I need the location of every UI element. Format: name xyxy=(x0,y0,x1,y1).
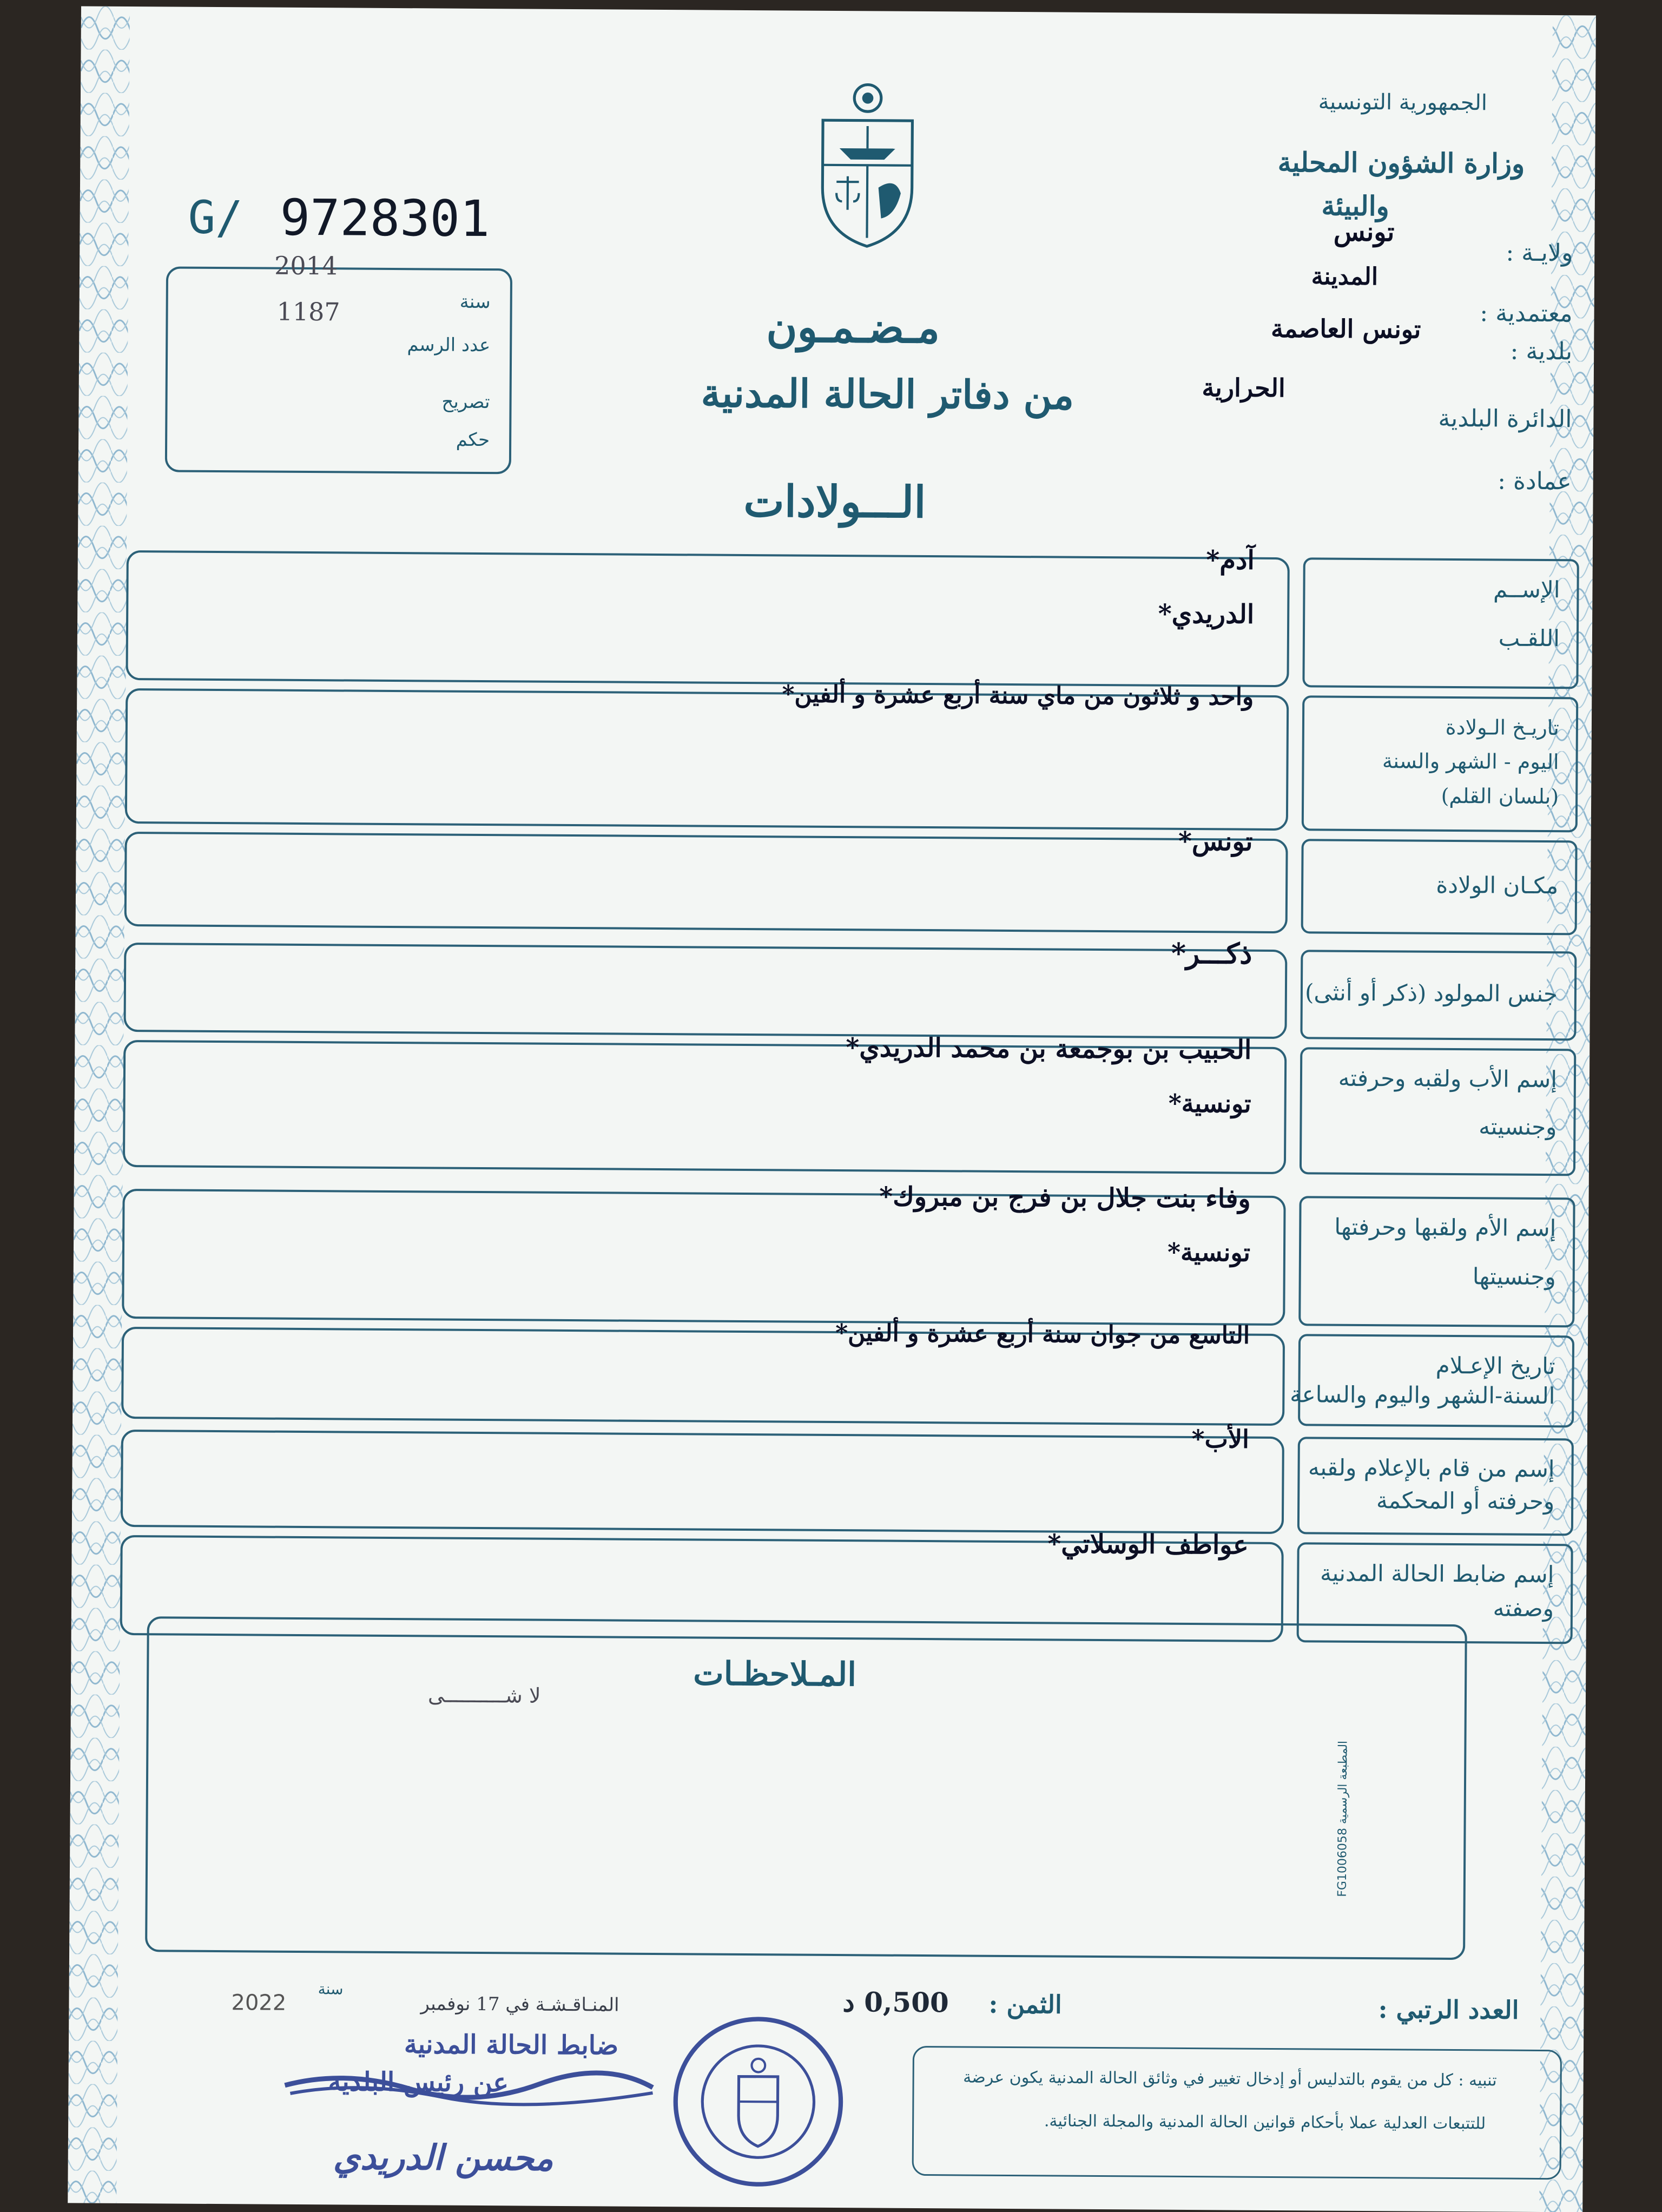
judgment-label: حكم xyxy=(403,422,490,457)
declaration-label: تصريح xyxy=(403,384,490,419)
printer-mark: المطبعة الرسمية FG1006058 xyxy=(1336,1741,1350,1897)
section-title: الـــولادات xyxy=(743,476,926,528)
field-label: الإســم xyxy=(1493,572,1560,607)
delegation-value: المدينة xyxy=(1311,262,1379,291)
field-value: تونسية* xyxy=(1168,1237,1250,1267)
price-label: الثمن : xyxy=(988,1990,1062,2019)
governorate-label: ولايـة : xyxy=(1506,236,1573,271)
field-label: جنس المولود (ذكر أو أنثى) xyxy=(1305,975,1558,1011)
price-value: 0,500 د xyxy=(842,1986,949,2018)
field-label: إسم من قام بالإعلام ولقبه xyxy=(1308,1450,1555,1486)
field-label: اليوم - الشهر والسنة xyxy=(1382,743,1559,779)
field-label: السنة-الشهر واليوم والساعة xyxy=(1290,1377,1555,1413)
record-number-label: عدد الرسم xyxy=(393,327,490,363)
year-label: سنة xyxy=(318,1980,344,1998)
officer-title: ضابط الحالة المدنية xyxy=(404,2029,618,2060)
municipality-value: تونس العاصمة xyxy=(1271,314,1421,344)
serial-label: العدد الرتبي : xyxy=(1378,1994,1519,2025)
field-label: اللقـب xyxy=(1499,621,1560,656)
field-label: (بلسان القلم) xyxy=(1441,778,1559,813)
birth-certificate xyxy=(68,6,1596,2212)
field-value: الحبيب بن بوجمعة بن محمد الدريدي* xyxy=(846,1032,1251,1065)
record-year-value: 2014 xyxy=(274,251,338,281)
place-date: المنـاقـشـة في 17 نوفمبر xyxy=(420,1993,619,2016)
field-value: تونسية* xyxy=(1168,1089,1251,1118)
field-value: عواطف الوسلاتي* xyxy=(1047,1529,1249,1560)
field-label: وحرفته أو المحكمة xyxy=(1376,1483,1555,1519)
field-label: وجنسيته xyxy=(1479,1109,1557,1144)
record-number-value: 1187 xyxy=(276,297,340,327)
governorate-value: تونس xyxy=(1334,217,1395,248)
field-value-box xyxy=(121,1430,1284,1534)
year-value: 2022 xyxy=(231,1990,286,2016)
field-label: إسم الأب ولقبه وحرفته xyxy=(1338,1061,1558,1097)
district-value: الحرارية xyxy=(1202,373,1285,403)
field-label: مكـان الولادة xyxy=(1436,867,1558,903)
coat-of-arms-emblem xyxy=(810,81,925,249)
document-subtitle: من دفاتر الحالة المدنية xyxy=(701,370,1074,418)
ministry-heading-line2: والبيئة xyxy=(1321,189,1389,222)
strikethrough-scribble xyxy=(279,2064,658,2109)
field-label: وصفته xyxy=(1493,1591,1554,1626)
field-value-box xyxy=(124,832,1288,933)
field-value: واحد و ثلاثون من ماي سنة أربع عشرة و ألفين* xyxy=(782,680,1254,710)
record-year-label: سنة xyxy=(437,284,491,319)
field-label: إسم ضابط الحالة المدنية xyxy=(1320,1556,1554,1592)
field-value: تونس* xyxy=(1178,826,1253,857)
officer-delegation: عن رئيس البلدية xyxy=(328,2066,509,2098)
sector-label: عمادة : xyxy=(1498,464,1572,499)
notes-title: المـلاحظـات xyxy=(693,1655,856,1694)
warning-line2: للتتبعات العدلية عملا بأحكام قوانين الحالة المدنية والمجلة الجنائية. xyxy=(1044,2111,1486,2133)
signature-name: محسن الدريدي xyxy=(333,2137,553,2178)
municipality-label: بلدية : xyxy=(1510,334,1572,370)
field-value-box xyxy=(126,550,1289,687)
field-value: آدم* xyxy=(1206,545,1255,576)
field-value-box xyxy=(123,943,1287,1039)
field-label: تاريخ الإعـلام xyxy=(1436,1348,1555,1384)
field-label: إسم الأم ولقبها وحرفتها xyxy=(1334,1210,1556,1246)
delegation-label: معتمدية : xyxy=(1480,296,1573,331)
municipal-round-stamp xyxy=(668,2012,848,2191)
field-value: ذكـــر* xyxy=(1171,937,1252,971)
republic-heading: الجمهورية التونسية xyxy=(1318,89,1488,115)
field-label: تاريـخ الـولادة xyxy=(1446,710,1560,745)
serial-prefix: G/ xyxy=(188,191,243,245)
notes-value: لا شــــــــــى xyxy=(428,1683,541,1707)
document-title: مـضـمـون xyxy=(766,302,940,353)
field-value: الأب* xyxy=(1191,1424,1249,1454)
field-value: الدريدي* xyxy=(1158,599,1254,630)
district-label: الدائرة البلدية xyxy=(1438,401,1572,437)
field-label: وجنسيتها xyxy=(1473,1259,1556,1294)
field-value: التاسع من جوان سنة أربع عشرة و ألفين* xyxy=(835,1319,1250,1349)
warning-line1: تنبيه : كل من يقوم بالتدليس أو إدخال تغيير في وثائق الحالة المدنية يكون عرضة xyxy=(963,2068,1497,2090)
field-value: وفاء بنت جلال بن فرج بن مبروك* xyxy=(879,1182,1251,1214)
ministry-heading-line1: وزارة الشؤون المحلية xyxy=(1278,146,1525,180)
serial-number: 9728301 xyxy=(280,189,490,248)
